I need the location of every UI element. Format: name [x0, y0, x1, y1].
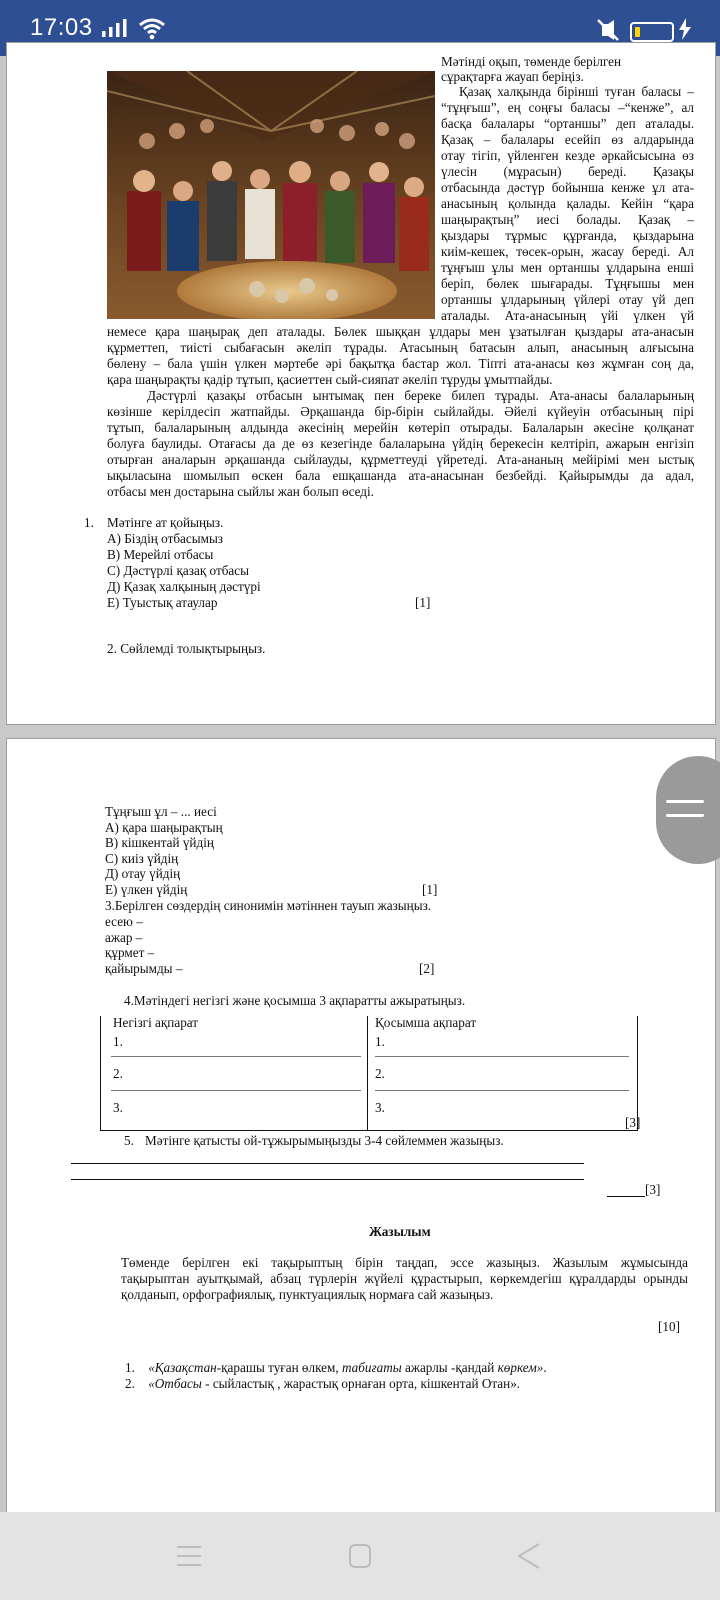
text-line: Қазақ – балалары есейіп өз алдарында [441, 132, 694, 147]
text-line: Қазақ халқында бірінші туған баласы – [459, 84, 694, 99]
table-cell[interactable]: 1. [113, 1034, 123, 1049]
q1-option-d: Д) Қазақ халқының дәстүрі [107, 579, 261, 594]
text-line: отбасы мен достарына сыйлы жан болып өседі. [107, 484, 374, 499]
answer-line[interactable] [71, 1179, 584, 1180]
text-line: қара шаңырақты қадір тұтып, қасиеттен сый-сияпат әкеліп тұруды ұмытпайды. [107, 372, 553, 387]
back-icon[interactable] [516, 1542, 542, 1570]
q1-option-e: Е) Туыстық атаулар [107, 595, 218, 610]
topic-number: 2. [125, 1376, 135, 1391]
instruction-line-2: сұрақтарға жауап беріңіз. [441, 69, 584, 84]
menu-icon[interactable] [176, 1544, 202, 1568]
instruction-line-1: Мәтінді оқып, төменде берілген [441, 54, 622, 69]
q2-option-a: А) қара шаңырақтың [105, 820, 223, 835]
q2-score: [1] [422, 882, 438, 897]
question-3: 3.Берілген сөздердің синонимін мәтіннен тауып жазыңыз. [105, 898, 432, 913]
text-line: қыздары тұрмыс құрғанда, қыздарына [441, 228, 694, 243]
table-cell[interactable]: 2. [375, 1066, 385, 1081]
text-line: көзінше керілдесіп жатпайды. Әрқашанда бір-бірін сыйлайды. Әйелі күйеуін отбасының пірі [107, 404, 694, 419]
writing-text-line: қолданып, орфографиялық, пунктуациялық нормаға сай жазыңыз. [121, 1287, 494, 1302]
topic-text: . [543, 1360, 547, 1375]
text-line: тұтып, балаларының алдында әкесінің мерейін көтеріп отырады. Балаларын әкесіне қолқанат [107, 420, 694, 435]
topic-1 [125, 1360, 547, 1376]
text-line: немесе қара шаңырақ деп аталады. Бөлек шыққан ұлдары мен ұзатылған қыздары ата-анасын [107, 324, 694, 339]
q3-word-4: қайырымды – [105, 961, 183, 976]
handle-grip-icon [666, 814, 704, 817]
text-line: басқа балалары “ортаншы” деп аталады. [441, 116, 694, 131]
scroll-handle[interactable] [656, 756, 720, 864]
topic-text: -қарашы туған өлкем, [216, 1360, 342, 1375]
text-line: отырған аналарын әрқашанда сыйлауды, құрметтеуді үйретеді. Ата-ананың мейірімі мен ыстық [107, 452, 694, 467]
signal-icon [100, 18, 130, 38]
navigation-bar [0, 1512, 720, 1600]
q4-table [100, 1015, 641, 1131]
q2-option-d: Д) отау үйдің [105, 866, 181, 881]
question-5-number: 5. [124, 1133, 134, 1148]
handle-grip-icon [666, 800, 704, 803]
q3-word-2: ажар – [105, 930, 143, 945]
topic-text: табиғаты [341, 1360, 402, 1375]
text-line: бөлену – бала үшін үлкен мәртебе әрі бақытқа бастар жол. Тіпті ата-анасы көз жұмған соң да, [107, 356, 694, 371]
q1-option-a: А) Біздің отбасымыз [107, 531, 224, 546]
writing-text-line: тақырыптан ауытқымай, абзац түрлерін жүйелі құрастырып, көркемдегіш құралдарды орынды [121, 1271, 688, 1286]
document-page-1[interactable] [6, 42, 716, 725]
text-line: Дәстүрлі қазақы отбасын ынтымақ пен береке билеп тұрады. Ата-анасы балаларының [147, 388, 694, 403]
clock: 17:03 [30, 14, 93, 41]
q2-option-e: Е) үлкен үйдің [105, 882, 188, 897]
charging-icon [678, 18, 692, 40]
question-2: 2. Сөйлемді толықтырыңыз. [107, 641, 266, 656]
kazakh-family-photo [107, 71, 435, 319]
mute-icon [594, 18, 622, 42]
text-line: болуға баулиды. Отағасы да де өз кезегінде балаларына үйдің берекесін келтіріп, ажарын енгізіп [107, 436, 694, 451]
question-1-number: 1. [84, 515, 94, 530]
table-cell[interactable]: 3. [375, 1100, 385, 1115]
text-line: шаңырақтың” иесі болады. Қазақ – [441, 212, 694, 227]
text-line: тұңғыш ұлы мен ортаншы ұлдарына енші [441, 260, 694, 275]
q2-stem: Тұңғыш ұл – ... иесі [105, 804, 217, 819]
topic-text: - сыйластық , жарастық орнаған орта, кішкентай Отан». [201, 1376, 521, 1391]
q1-option-b: В) Мерейлі отбасы [107, 547, 214, 562]
text-line: отбасында дәстүр бойынша кенже ұл ата- [441, 180, 694, 195]
text-line: “тұңғыш”, ең соңғы баласы –“кенже”, ал [441, 100, 694, 115]
score-blank [607, 1196, 645, 1197]
text-line: анасының қолында қалады. Кейін “қара [441, 196, 694, 211]
topic-text: көркем» [497, 1360, 544, 1375]
topic-text: «Қазақстан [148, 1360, 217, 1375]
q3-word-1: есею – [105, 914, 143, 929]
question-1: Мәтінге ат қойыңыз. [107, 515, 224, 530]
q2-option-c: С) киіз үйдің [105, 851, 179, 866]
table-cell[interactable]: 1. [375, 1034, 385, 1049]
table-cell[interactable]: 2. [113, 1066, 123, 1081]
q1-score: [1] [415, 595, 431, 610]
q3-score: [2] [419, 961, 435, 976]
q3-word-3: құрмет – [105, 945, 155, 960]
table-header-extra: Қосымша ақпарат [375, 1015, 477, 1030]
text-line: үлесін (мұрасын) береді. Қазақы [441, 164, 694, 179]
topic-text: ажарлы -қандай [401, 1360, 498, 1375]
q1-option-c: С) Дәстүрлі қазақ отбасы [107, 563, 249, 578]
text-line: ортаншы ұлдарының үйлері отау үй деп [441, 292, 694, 307]
text-line: аталады. Ата-анасының үйі үлкен үй [441, 308, 694, 323]
q5-score: [3] [645, 1182, 661, 1197]
text-line: құрметтеп, тиісті сыбағасын әкеліп тұрады. Атасының батасын алып, анасының алғысына [107, 340, 694, 355]
writing-score: [10] [658, 1319, 680, 1334]
home-icon[interactable] [348, 1543, 372, 1569]
text-line: киім-кешек, төсек-орын, жасау береді. Ал [441, 244, 694, 259]
wifi-icon [138, 17, 166, 41]
text-line: отау тігіп, үйленген кезде әркайсысына өз [441, 148, 694, 163]
document-page-2[interactable] [6, 738, 716, 1519]
topic-2 [125, 1376, 520, 1392]
question-4: 4.Мәтіндегі негізгі және қосымша 3 ақпаратты ажыратыңыз. [124, 993, 466, 1008]
q4-score: [3] [625, 1115, 641, 1130]
text-line: ықыласына шомылып өскен бала ешқашанда ата-анасынан безбейді. Қайырымды да адал, [107, 468, 694, 483]
table-cell[interactable]: 3. [113, 1100, 123, 1115]
writing-text-line: Төменде берілген екі тақырыптың бірін таңдап, эссе жазыңыз. Жазылым жұмысында [121, 1255, 688, 1270]
writing-title: Жазылым [369, 1224, 431, 1239]
table-header-main: Негізгі ақпарат [113, 1015, 199, 1030]
battery-icon [630, 22, 674, 42]
q2-option-b: В) кішкентай үйдің [105, 835, 214, 850]
answer-line[interactable] [71, 1163, 584, 1164]
text-line: беріп, бөлек шығарады. Тұңғышы мен [441, 276, 694, 291]
topic-number: 1. [125, 1360, 135, 1375]
question-5: Мәтінге қатысты ой-тұжырымыңызды 3-4 сөйлеммен жазыңыз. [145, 1133, 504, 1148]
topic-text: «Отбасы [148, 1376, 202, 1391]
